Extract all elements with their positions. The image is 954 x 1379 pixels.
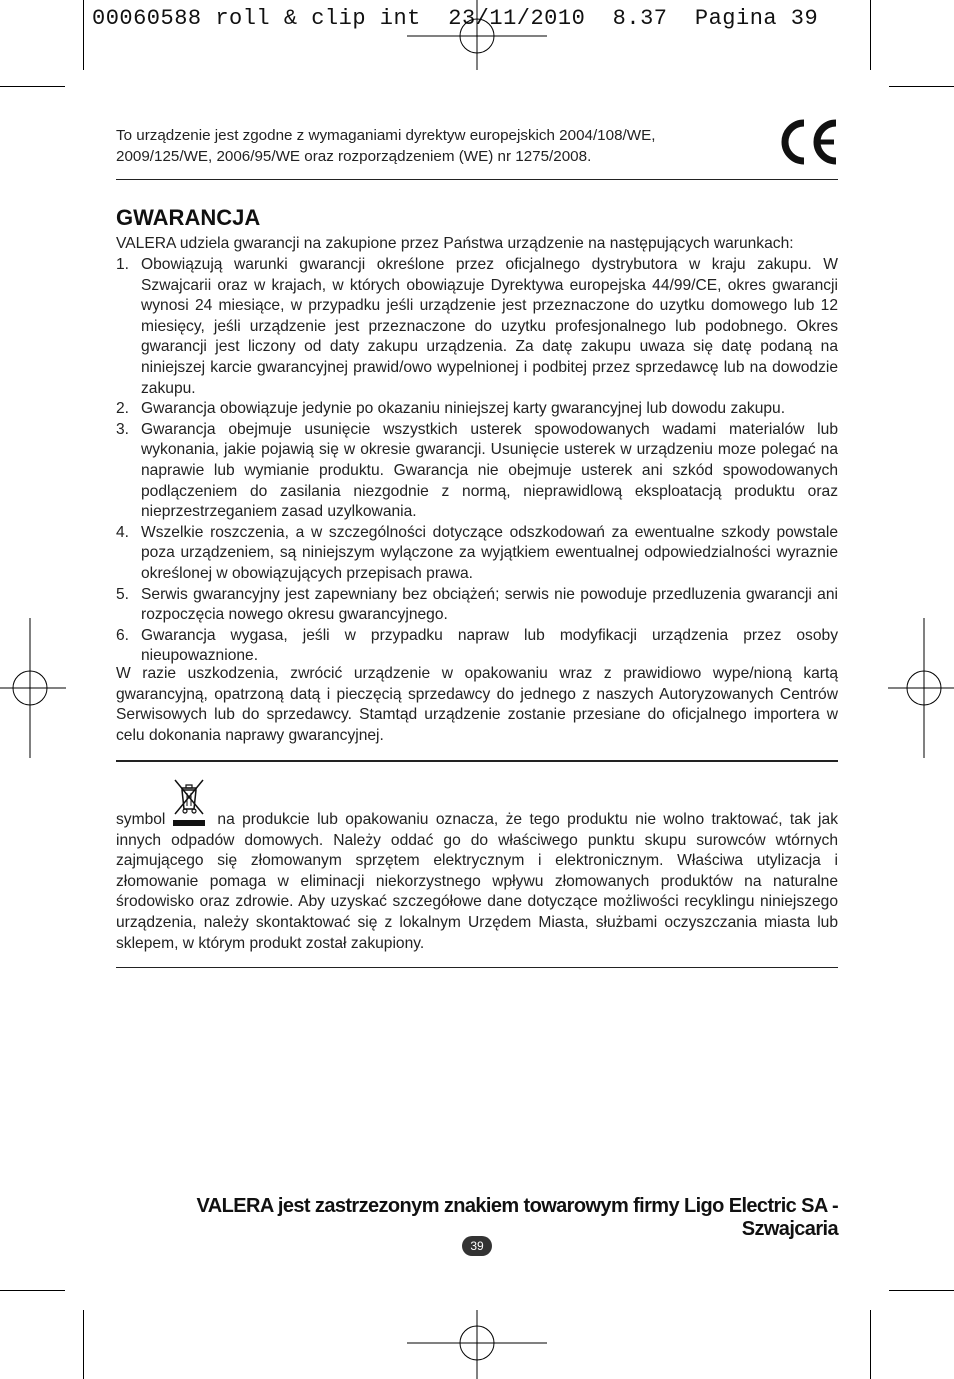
list-item (116, 523, 838, 585)
warranty-closing: W razie uszkodzenia, zwrócić urządzenie w opakowaniu wraz z prawidiowo wype/nioną kartą gwarancyjną, opatrzoną datą i pieczęcią sprzedawcy do jednego z naszych Autoryzowanych Centrów Serwisowych lub do sprzedawcy. Stamtąd urządzenie zostanie przesiane do oficjalnego importera w celu dokonania naprawy gwarancyjnej. (116, 665, 838, 744)
divider (116, 179, 838, 180)
warranty-terms-list (116, 255, 838, 667)
list-item-number: 3. (116, 420, 130, 438)
divider-thick (116, 760, 838, 762)
crop-mark (0, 86, 65, 87)
crop-mark (870, 1310, 871, 1379)
ce-mark-icon (776, 118, 840, 166)
list-item-text: Obowiązują warunki gwarancji określone przez oficjalnego dystrybutora w kraju zakupu. W Szwajcarii oraz w krajach, w których obowiązuje Dyrektywa europejska 44/99/CE, okres gwarancji wynosi 24 miesiące, w przypadku jeśli urządzenie jest przeznaczone do uzytku domowego lub 12 miesięcy, jeśli urządzenie jest przeznaczone do uzytku profesjonalnego lub podobnego. Okres gwarancji jest liczony od daty zakupu urządzenia. Za datę zakupu uwaza się datę podaną na niniejszej karcie gwarancyjnej prawid/owo wypelnionej i podbitej przez sprzedawcę lub na dowodzie zakupu. (141, 256, 838, 397)
recycling-paragraph (116, 776, 838, 954)
warranty-intro: VALERA udziela gwarancji na zakupione przez Państwa urządzenie na następujących warunkach: (116, 235, 794, 252)
list-item (116, 255, 838, 399)
list-item (116, 585, 838, 626)
list-item (116, 420, 838, 523)
crop-mark (889, 1290, 954, 1291)
list-item-text: Gwarancja wygasa, jeśli w przypadku napraw lub modyfikacji urządzenia przez osoby nieupowaznione. (141, 626, 838, 665)
print-header: 00060588 roll & clip int 23/11/2010 8.37 Pagina 39 (92, 6, 819, 31)
list-item-number: 1. (116, 256, 130, 273)
list-item-text: Gwarancja obejmuje usunięcie wszystkich usterek spowodowanych wadami materialów lub wykonania, jakie pojawią się w okresie gwarancji. Usunięcie usterek w urządzeniu moze polegać na naprawie lub wymianie produktu. Gwarancja nie obejmuje usterek ani szkód spowodowanych podlączeniem do zasilania niezgodnie z normą, nieprawidlową eksploatacją produktu oraz nieprzestrzeganiem zasad uzylkowania. (141, 420, 838, 521)
registration-mark-top (407, 0, 547, 70)
registration-mark-left (0, 618, 66, 758)
warranty-title: GWARANCJA (116, 205, 261, 230)
list-item (116, 399, 838, 420)
list-item-number: 6. (116, 626, 130, 644)
crop-mark (889, 86, 954, 87)
list-item-number: 5. (116, 585, 130, 603)
registration-mark-bottom (407, 1310, 547, 1379)
list-item-number: 4. (116, 523, 130, 541)
list-item-text: Gwarancja obowiązuje jedynie po okazaniu niniejszej karty gwarancyjnej lub dowodu zakupu. (141, 400, 786, 418)
compliance-text: To urządzenie jest zgodne z wymaganiami dyrektyw europejskich 2004/108/WE, 2009/125/WE, 2006/95/WE oraz rozporządzeniem (WE) nr 1275/2008. (116, 127, 656, 165)
list-item-text: Wszelkie roszczenia, a w szczególności dotyczące odszkodowań za ewentualne szkody powstale poza urządzeniem, są niniejszym wylączone za wyjątkiem ewentualnej odpowiedzialności wyraznie określonej w obowiązujących przepisach prawa. (141, 523, 838, 582)
trademark-notice: VALERA jest zastrzezonym znakiem towarowym firmy Ligo Electric SA - Szwajcaria (196, 1195, 838, 1240)
recycling-prefix: symbol (116, 811, 166, 828)
registration-mark-right (888, 618, 954, 758)
list-item-number: 2. (116, 400, 130, 418)
crop-mark (870, 0, 871, 70)
page-number-badge: 39 (462, 1236, 492, 1256)
crop-mark (83, 0, 84, 70)
list-item (116, 626, 838, 667)
crop-mark (0, 1290, 65, 1291)
divider (116, 967, 838, 968)
crossed-out-wheelie-bin-icon (171, 776, 207, 828)
list-item-text: Serwis gwarancyjny jest zapewniany bez obciążeń; serwis nie powoduje przedluzenia gwarancji ani rozpoczęcia nowego okresu gwarancyjnego. (141, 585, 838, 624)
crop-mark (83, 1310, 84, 1379)
recycling-text: na produkcie lub opakowaniu oznacza, że tego produktu nie wolno traktować, tak jak innych odpadów domowych. Należy oddać go do właściwego punktu skupu surowców wtórnych zajmującego się złomowanym sprzętem elektrycznym i elektronicznym. Właściwa utylizacja i złomowanie pomaga w eliminacji niekorzystnego wpływu złomowanych produktów na naturalne środowisko oraz zdrowie. Aby uzyskać szczegółowe dane dotyczące możliwości recyklingu niniejszego urządzenia, należy skontaktować się z lokalnym Urzędem Miasta, służbami oczyszczania miasta lub sklepem, w którym produkt został zakupiony. (116, 811, 838, 952)
